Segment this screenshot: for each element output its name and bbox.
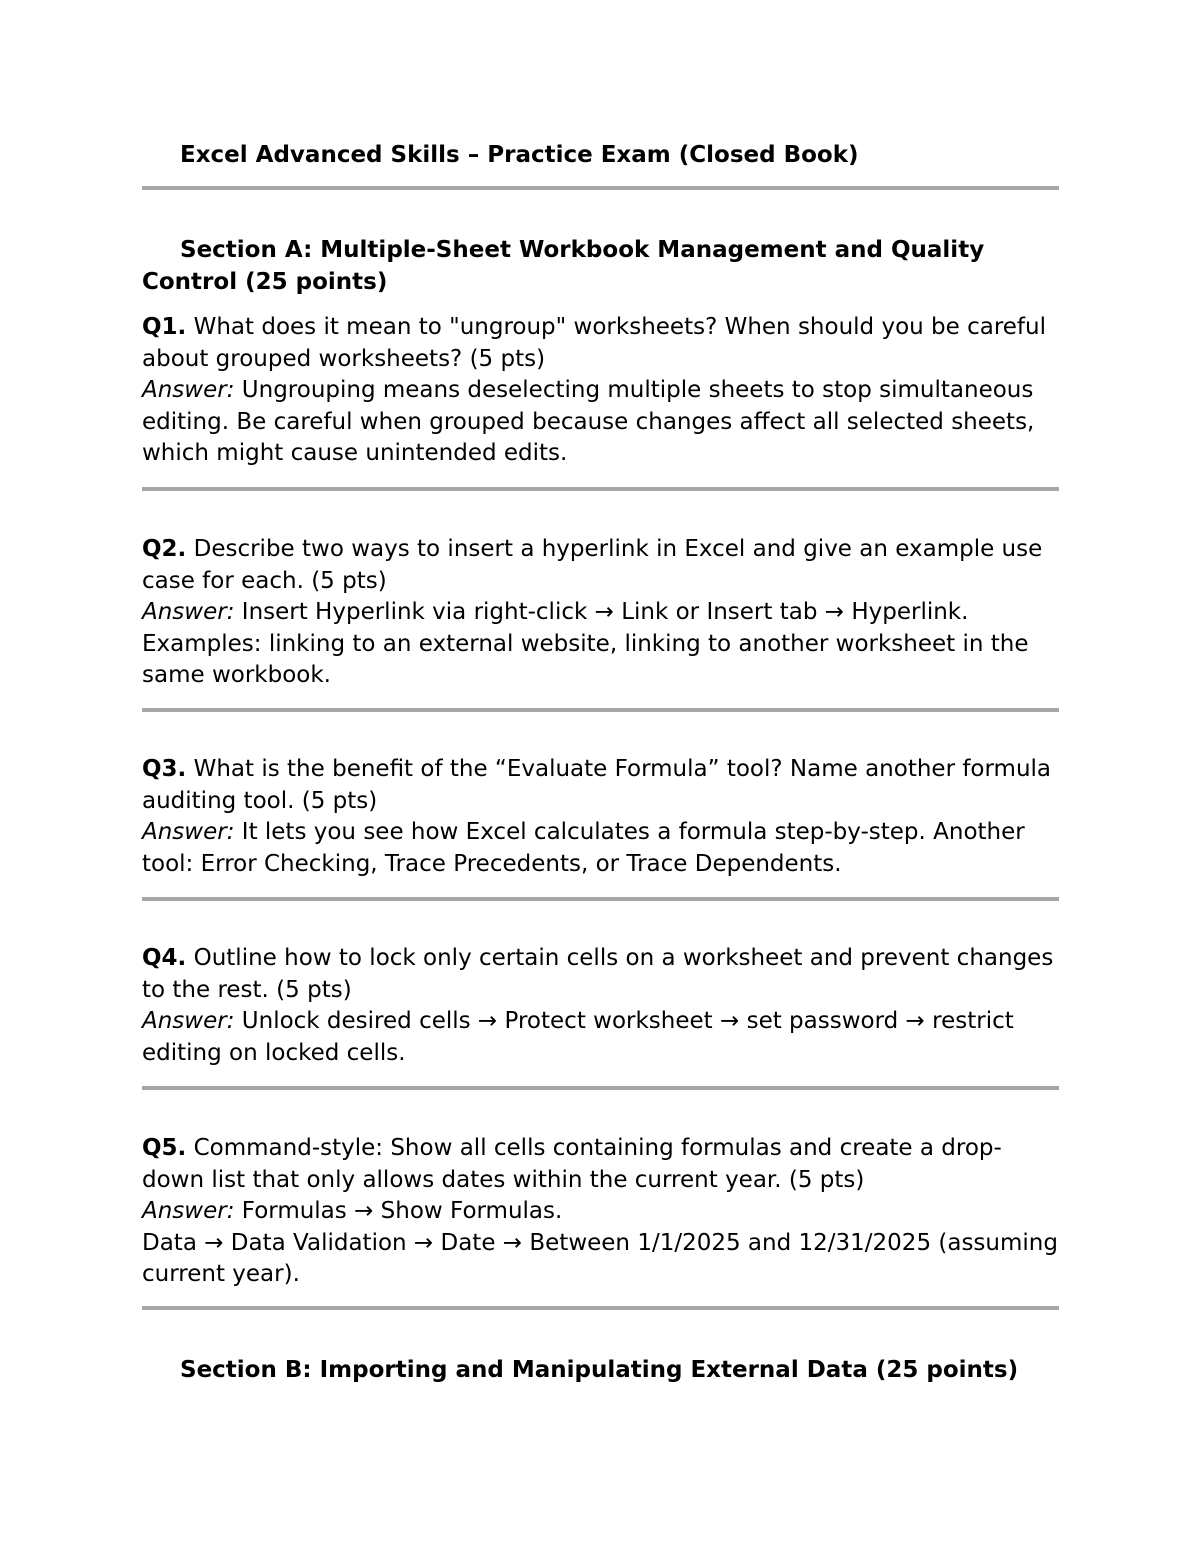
question-text: What is the benefit of the “Evaluate Formula” tool? Name another formula auditing tool. (5 pts) (142, 756, 1052, 814)
answer-text: Ungrouping means deselecting multiple sheets to stop simultaneous editing. Be careful when grouped because changes affect all selected sheets, which might cause unintended edits. (142, 377, 1035, 466)
divider (142, 708, 1059, 712)
question-label: Q1. (142, 314, 187, 340)
divider (142, 186, 1059, 190)
answer-text: Insert Hyperlink via right-click → Link or Insert tab → Hyperlink. Examples: linking to an external website, linking to another worksheet in the same workbook. (142, 599, 1029, 688)
question-label: Q5. (142, 1135, 187, 1161)
answer-label: Answer: (142, 599, 235, 625)
question-block-q4 (142, 943, 1059, 1069)
section-a-heading: Section A: Multiple-Sheet Workbook Management and Quality Control (25 points) (142, 237, 985, 295)
answer-text-continued: Data → Data Validation → Date → Between 1/1/2025 and 12/31/2025 (assuming current year). (142, 1229, 1058, 1287)
question-block-q1 (142, 312, 1059, 470)
question-label: Q2. (142, 536, 187, 562)
answer-text: It lets you see how Excel calculates a formula step-by-step. Another tool: Error Checking, Trace Precedents, or Trace Dependents. (142, 819, 1025, 877)
answer-label: Answer: (142, 1198, 235, 1224)
divider (142, 1306, 1059, 1310)
answer-text: Formulas → Show Formulas. (241, 1198, 563, 1224)
answer-label: Answer: (142, 377, 235, 403)
answer-label: Answer: (142, 1008, 235, 1034)
question-text: What does it mean to "ungroup" worksheets? When should you be careful about grouped worksheets? (5 pts) (142, 314, 1046, 372)
answer-label: Answer: (142, 819, 235, 845)
question-label: Q4. (142, 945, 187, 971)
document-title: Excel Advanced Skills – Practice Exam (Closed Book) (180, 142, 859, 168)
divider (142, 897, 1059, 901)
question-text: Describe two ways to insert a hyperlink in Excel and give an example use case for each. (5 pts) (142, 536, 1043, 594)
question-block-q2 (142, 534, 1059, 692)
divider (142, 1086, 1059, 1090)
question-block-q3 (142, 754, 1059, 880)
question-label: Q3. (142, 756, 187, 782)
question-text: Command-style: Show all cells containing formulas and create a drop-down list that only allows dates within the current year. (5 pts) (142, 1135, 1002, 1193)
divider (142, 487, 1059, 491)
question-block-q5 (142, 1133, 1059, 1291)
section-b-heading: Section B: Importing and Manipulating External Data (25 points) (180, 1357, 1019, 1383)
answer-text: Unlock desired cells → Protect worksheet → set password → restrict editing on locked cells. (142, 1008, 1014, 1066)
question-text: Outline how to lock only certain cells on a worksheet and prevent changes to the rest. (5 pts) (142, 945, 1054, 1003)
